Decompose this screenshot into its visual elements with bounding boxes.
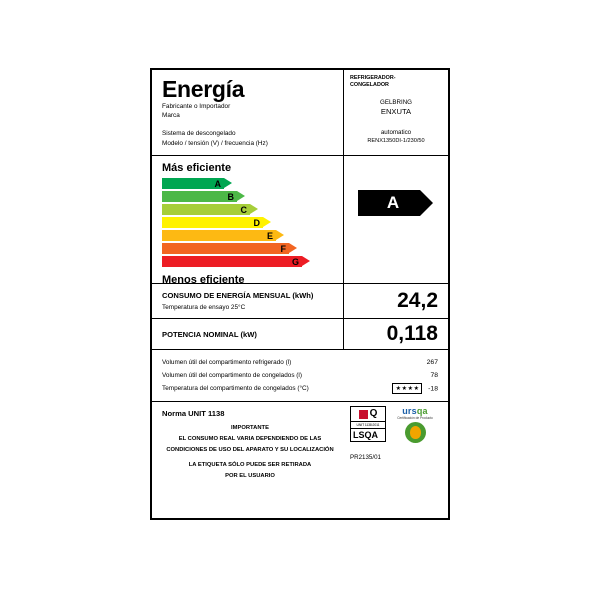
importante-heading: IMPORTANTE: [231, 425, 269, 431]
rating-letter: A: [386, 193, 400, 212]
ursqa-subtitle: Certificación de Producto: [397, 416, 433, 420]
ursqa-qa-text: qa: [416, 406, 428, 416]
efficiency-bar-letter: A: [214, 178, 221, 189]
efficiency-bar-c: [162, 204, 250, 215]
model-label: Modelo / tensión (V) / frecuencia (Hz): [162, 139, 268, 147]
scale-left-column: [152, 156, 344, 286]
appliance-type-line1: REFRIGERADOR-: [350, 75, 396, 81]
brand-value: ENXUTA: [380, 107, 412, 116]
header-left-column: [152, 70, 344, 155]
volume-row-freezer: [152, 369, 448, 382]
consumption-title: CONSUMO DE ENERGÍA MENSUAL (kWh): [162, 291, 314, 300]
freezer-temp-value: -18: [428, 385, 438, 393]
efficiency-bar-row: [162, 217, 343, 230]
consumption-labels: [152, 284, 344, 318]
model-value: RENX1350DI-1/230/50: [367, 138, 425, 144]
efficiency-bar-letter: D: [253, 217, 260, 228]
scale-right-column: [344, 156, 448, 283]
freezer-temp-value-cell: [344, 383, 448, 394]
efficiency-bar-row: [162, 243, 343, 256]
efficiency-bar-f: [162, 243, 289, 254]
efficiency-bar-row: [162, 178, 343, 191]
note-line-1: EL CONSUMO REAL VARIA DEPENDIENDO DE LAS: [178, 436, 322, 442]
power-row: [152, 319, 448, 350]
star-rating: [392, 383, 422, 394]
pr-code-text: PR2135/01: [350, 454, 381, 461]
brand-label: Marca: [162, 112, 180, 119]
efficiency-bar-letter: F: [280, 243, 286, 254]
star-icon: ★: [407, 385, 413, 392]
freezer-temp-label: Temperatura del compartimento de congelados (°C): [162, 384, 309, 392]
star-icon: ★: [413, 385, 419, 392]
efficiency-bar-row: [162, 256, 343, 269]
most-efficient-label: Más eficiente: [162, 162, 232, 174]
efficiency-bar-b: [162, 191, 237, 202]
star-icon: ★: [401, 385, 408, 392]
manufacturer-label: Fabricante o Importador: [162, 103, 231, 110]
ursqa-seal-icon: [405, 422, 426, 443]
footer-left-column: [152, 402, 344, 490]
manufacturer-value: GELBRING: [380, 99, 412, 106]
appliance-type-line2: CONGELADOR: [350, 82, 389, 88]
volume-row-temperature: [152, 382, 448, 395]
volume-fridge-value: 267: [426, 359, 438, 366]
consumption-subtitle: Temperatura de ensayo 25°C: [162, 304, 246, 311]
header-right-column: [344, 70, 448, 155]
ursqa-urs-text: urs: [402, 406, 417, 416]
footer-right-column: [344, 402, 448, 490]
efficiency-bar-g: [162, 256, 302, 267]
volume-freezer-label: Volumen útil del compartimento de congelados (l): [162, 371, 302, 379]
volumes-block: [152, 350, 448, 402]
ursqa-logo: [392, 406, 438, 443]
efficiency-bars: [162, 178, 343, 269]
efficiency-bar-e: [162, 230, 276, 241]
consumption-value-cell: [344, 284, 448, 318]
defrost-label: Sistema de descongelado: [162, 130, 236, 137]
efficiency-bar-a: [162, 178, 224, 189]
star-icon: ★: [395, 385, 402, 392]
norma-text: Norma UNIT 1138: [162, 409, 225, 418]
certification-logos: [350, 406, 444, 443]
efficiency-bar-d: [162, 217, 263, 228]
red-square-icon: [359, 410, 368, 419]
volume-row-fridge: [152, 356, 448, 369]
consumption-value: 24,2: [397, 289, 438, 312]
efficiency-bar-row: [162, 230, 343, 243]
power-value-cell: [344, 319, 448, 349]
volume-fridge-label: Volumen útil del compartimento refrigerado (l): [162, 358, 292, 366]
note-line-2: CONDICIONES DE USO DEL APARATO Y SU LOCALIZACIÓN: [166, 446, 334, 453]
note-line-4: POR EL USUARIO: [225, 472, 275, 479]
least-efficient-label: Menos eficiente: [162, 274, 245, 286]
rating-badge: [358, 190, 420, 216]
unit-logo-q: Q: [369, 408, 378, 419]
note-line-3: LA ETIQUETA SÓLO PUEDE SER RETIRADA: [188, 462, 312, 468]
lsqa-logo-text: LSQA: [353, 430, 379, 440]
defrost-value: automatico: [380, 129, 412, 136]
energy-label-card: [150, 68, 450, 520]
power-labels: [152, 319, 344, 349]
efficiency-scale-section: [152, 156, 448, 284]
ursqa-wordmark: [392, 406, 438, 416]
power-title: POTENCIA NOMINAL (kW): [162, 330, 257, 339]
unit-certification-logo: [350, 406, 386, 442]
efficiency-bar-letter: C: [240, 204, 247, 215]
page-title: Energía: [162, 76, 245, 102]
unit-accreditation-text: UNIT 1138:2011: [351, 422, 385, 429]
efficiency-bar-letter: G: [291, 256, 299, 267]
efficiency-bar-letter: B: [227, 191, 234, 202]
efficiency-bar-letter: E: [266, 230, 273, 241]
volume-freezer-value: 78: [430, 372, 438, 379]
efficiency-bar-row: [162, 204, 343, 217]
label-footer: [152, 402, 448, 490]
efficiency-bar-row: [162, 191, 343, 204]
label-header: [152, 70, 448, 156]
consumption-row: [152, 284, 448, 319]
power-value: 0,118: [386, 322, 438, 345]
unit-logo-top: [351, 407, 385, 422]
